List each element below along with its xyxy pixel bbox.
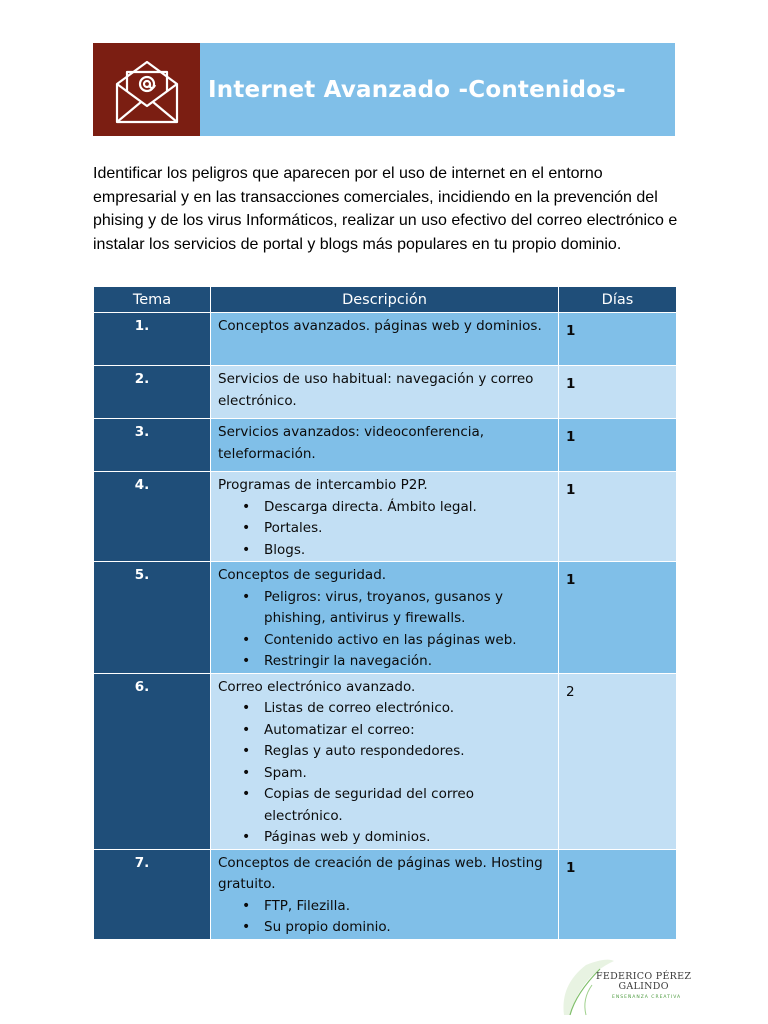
row-text: Programas de intercambio P2P. bbox=[218, 477, 428, 493]
header-banner bbox=[93, 43, 675, 136]
header-icon-box bbox=[93, 43, 200, 136]
list-item: • Contenido activo en las páginas web. bbox=[264, 630, 554, 652]
bullet-list bbox=[218, 497, 554, 562]
logo-name bbox=[596, 972, 691, 991]
row-number: 7. bbox=[94, 849, 211, 939]
header-descripcion: Descripción bbox=[211, 287, 559, 313]
list-item: • FTP, Filezilla. bbox=[264, 896, 554, 918]
logo-name-line2: GALINDO bbox=[618, 980, 669, 992]
row-description bbox=[211, 366, 559, 419]
list-item: • Descarga directa. Ámbito legal. bbox=[264, 497, 554, 519]
row-days: 1 bbox=[559, 849, 677, 939]
row-number: 5. bbox=[94, 562, 211, 674]
row-days: 2 bbox=[559, 673, 677, 849]
list-item: • Automatizar el correo: bbox=[264, 720, 554, 742]
row-days: 1 bbox=[559, 472, 677, 562]
header-dias: Días bbox=[559, 287, 677, 313]
row-number: 3. bbox=[94, 419, 211, 472]
envelope-at-icon bbox=[107, 50, 187, 130]
row-text: Correo electrónico avanzado. bbox=[218, 678, 416, 695]
table-row bbox=[94, 366, 677, 419]
list-item: • Peligros: virus, troyanos, gusanos y phishing, antivirus y firewalls. bbox=[264, 587, 554, 630]
author-logo bbox=[556, 955, 696, 1019]
list-item: • Blogs. bbox=[264, 540, 554, 562]
row-days: 1 bbox=[559, 419, 677, 472]
topics-table bbox=[93, 286, 677, 940]
table-row bbox=[94, 673, 677, 849]
list-item: • Portales. bbox=[264, 518, 554, 540]
table-header-row bbox=[94, 287, 677, 313]
logo-tagline: ENSEÑANZA CREATIVA bbox=[612, 995, 682, 1000]
row-text: Conceptos avanzados. páginas web y dominios. bbox=[218, 318, 542, 334]
bullet-list bbox=[218, 587, 554, 673]
row-days: 1 bbox=[559, 313, 677, 366]
list-item: • Reglas y auto respondedores. bbox=[264, 741, 554, 763]
logo-name-line1: FEDERICO PÉREZ bbox=[596, 971, 692, 982]
bullet-list bbox=[218, 896, 554, 939]
list-item: • Restringir la navegación. bbox=[264, 651, 554, 673]
row-description bbox=[211, 472, 559, 562]
page-title: Internet Avanzado -Contenidos- bbox=[208, 76, 626, 103]
row-text: Servicios de uso habitual: navegación y correo electrónico. bbox=[218, 371, 534, 409]
list-item: • Copias de seguridad del correo electrónico. bbox=[264, 784, 554, 827]
row-description bbox=[211, 562, 559, 674]
table-row bbox=[94, 849, 677, 939]
row-days: 1 bbox=[559, 366, 677, 419]
table-row bbox=[94, 313, 677, 366]
row-description bbox=[211, 849, 559, 939]
bullet-list bbox=[218, 698, 554, 849]
table-row bbox=[94, 472, 677, 562]
list-item: • Listas de correo electrónico. bbox=[264, 698, 554, 720]
header-tema: Tema bbox=[94, 287, 211, 313]
row-description bbox=[211, 419, 559, 472]
row-number: 6. bbox=[94, 673, 211, 849]
row-text: Conceptos de seguridad. bbox=[218, 567, 387, 583]
row-description bbox=[211, 673, 559, 849]
row-days: 1 bbox=[559, 562, 677, 674]
row-number: 4. bbox=[94, 472, 211, 562]
row-text: Conceptos de creación de páginas web. Hosting gratuito. bbox=[218, 854, 543, 892]
table-row bbox=[94, 562, 677, 674]
row-description bbox=[211, 313, 559, 366]
table-row bbox=[94, 419, 677, 472]
row-text: Servicios avanzados: videoconferencia, teleformación. bbox=[218, 424, 485, 462]
list-item: • Páginas web y dominios. bbox=[264, 827, 554, 849]
row-number: 2. bbox=[94, 366, 211, 419]
intro-paragraph: Identificar los peligros que aparecen por el uso de internet en el entorno empresarial y en las transacciones comerciales, incidiendo en la prevención del phising y de los virus Informáticos, realizar un uso efectivo del correo electrónico e instalar los servicios de portal y blogs más populares en tu propio dominio. bbox=[93, 165, 678, 253]
list-item: • Su propio dominio. bbox=[264, 917, 554, 939]
list-item: • Spam. bbox=[264, 763, 554, 785]
row-number: 1. bbox=[94, 313, 211, 366]
